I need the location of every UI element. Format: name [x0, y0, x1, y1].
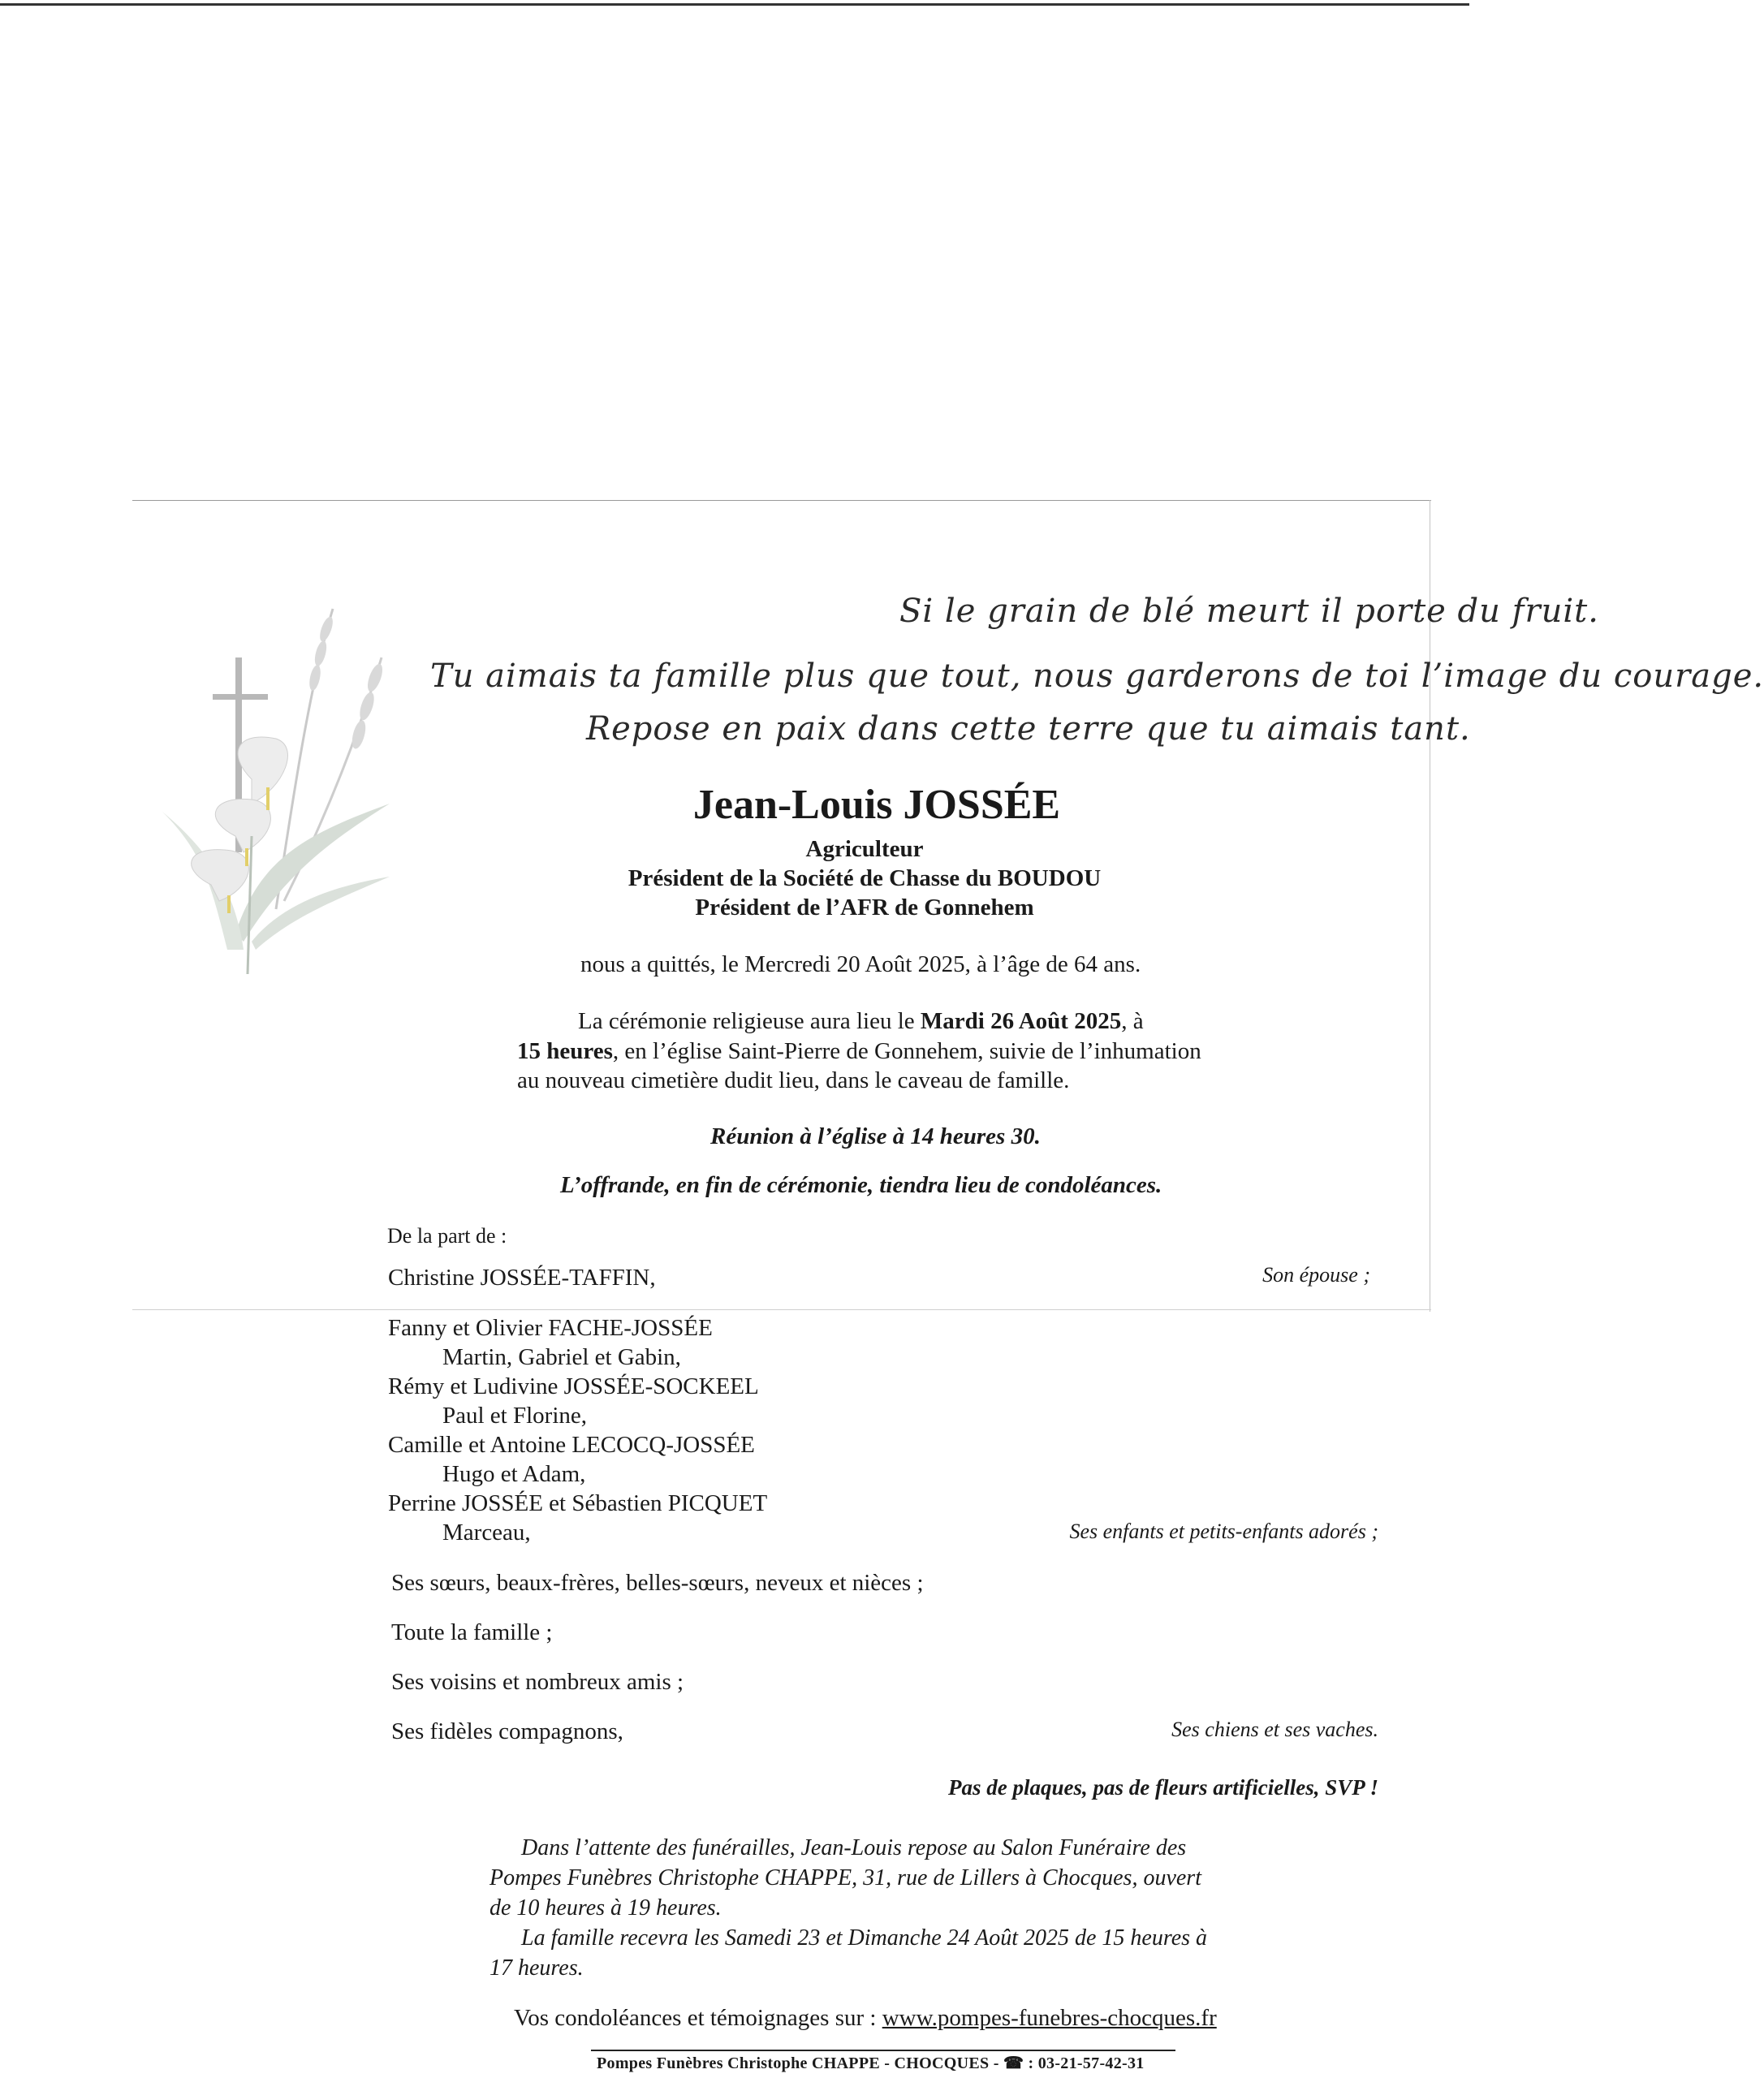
children-role: Ses enfants et petits-enfants adorés ;: [1069, 1520, 1378, 1543]
ceremony-text-3: , en l’église Saint-Pierre de Gonnehem, suivie de l’inhumation: [612, 1038, 1201, 1064]
ceremony-hour: 15 heures: [517, 1038, 613, 1064]
ceremony-text-2: , à: [1121, 1008, 1144, 1034]
list-item: Paul et Florine,: [442, 1403, 588, 1429]
top-scan-edge: [0, 3, 1469, 6]
condolences-line: [514, 2005, 1217, 2032]
list-item: Fanny et Olivier FACHE-JOSSÉE: [388, 1315, 713, 1341]
funeral-home-line-4: La famille recevra les Samedi 23 et Dimanche 24 Août 2025 de 15 heures à: [521, 1925, 1208, 1951]
list-item: Marceau,: [442, 1520, 531, 1546]
list-item: Rémy et Ludivine JOSSÉE-SOCKEEL: [388, 1373, 759, 1399]
condolences-label: Vos condoléances et témoignages sur :: [514, 2005, 882, 2031]
ceremony-line-2: [517, 1038, 1201, 1065]
spouse-name: Christine JOSSÉE-TAFFIN,: [388, 1265, 656, 1291]
verse-1: Si le grain de blé meurt il porte du fruit.: [899, 593, 1599, 630]
card-top-rule: [132, 500, 1431, 501]
companions-line: Ses fidèles compagnons,: [391, 1718, 623, 1744]
ceremony-line-1: [578, 1008, 1144, 1035]
title-profession: Agriculteur: [805, 836, 924, 862]
offrande-note: L’offrande, en fin de cérémonie, tiendra lieu de condoléances.: [560, 1172, 1162, 1198]
footer-rule: [591, 2050, 1175, 2051]
list-item: Perrine JOSSÉE et Sébastien PICQUET: [388, 1490, 768, 1516]
no-flowers-note: Pas de plaques, pas de fleurs artificielles, SVP !: [948, 1775, 1378, 1800]
title-hunting-society: Président de la Société de Chasse du BOUDOU: [628, 865, 1102, 891]
funeral-home-line-1: Dans l’attente des funérailles, Jean-Louis repose au Salon Funéraire des: [521, 1835, 1187, 1860]
verse-3: Repose en paix dans cette terre que tu aimais tant.: [586, 710, 1471, 748]
family-line-all: Toute la famille ;: [391, 1619, 553, 1645]
death-announcement: nous a quittés, le Mercredi 20 Août 2025, à l’âge de 64 ans.: [580, 951, 1141, 977]
deceased-name: Jean-Louis JOSSÉE: [692, 782, 1061, 828]
funeral-home-line-3: de 10 heures à 19 heures.: [490, 1895, 722, 1921]
spouse-role: Son épouse ;: [1262, 1263, 1370, 1287]
condolences-link[interactable]: www.pompes-funebres-chocques.fr: [882, 2005, 1217, 2031]
from-label: De la part de :: [387, 1224, 507, 1248]
funeral-home-line-5: 17 heures.: [490, 1955, 584, 1981]
footer-contact: Pompes Funèbres Christophe CHAPPE - CHOCQUES - ☎ : 03-21-57-42-31: [597, 2054, 1145, 2072]
list-item: Hugo et Adam,: [442, 1461, 586, 1487]
verse-2: Tu aimais ta famille plus que tout, nous garderons de toi l’image du courage.: [430, 657, 1764, 695]
card-fold-rule: [132, 1309, 1431, 1310]
list-item: Camille et Antoine LECOCQ-JOSSÉE: [388, 1432, 755, 1458]
ceremony-line-3: au nouveau cimetière dudit lieu, dans le caveau de famille.: [517, 1067, 1070, 1093]
companions-role: Ses chiens et ses vaches.: [1171, 1718, 1378, 1741]
funeral-home-line-2: Pompes Funèbres Christophe CHAPPE, 31, rue de Lillers à Chocques, ouvert: [490, 1865, 1201, 1890]
family-line-siblings: Ses sœurs, beaux-frères, belles-sœurs, neveux et nièces ;: [391, 1570, 924, 1596]
reunion-note: Réunion à l’église à 14 heures 30.: [710, 1123, 1041, 1149]
ceremony-date: Mardi 26 Août 2025: [920, 1008, 1122, 1034]
title-afr: Président de l’AFR de Gonnehem: [695, 895, 1034, 920]
ceremony-text-1: La cérémonie religieuse aura lieu le: [578, 1008, 921, 1034]
family-line-friends: Ses voisins et nombreux amis ;: [391, 1669, 684, 1695]
list-item: Martin, Gabriel et Gabin,: [442, 1344, 681, 1370]
